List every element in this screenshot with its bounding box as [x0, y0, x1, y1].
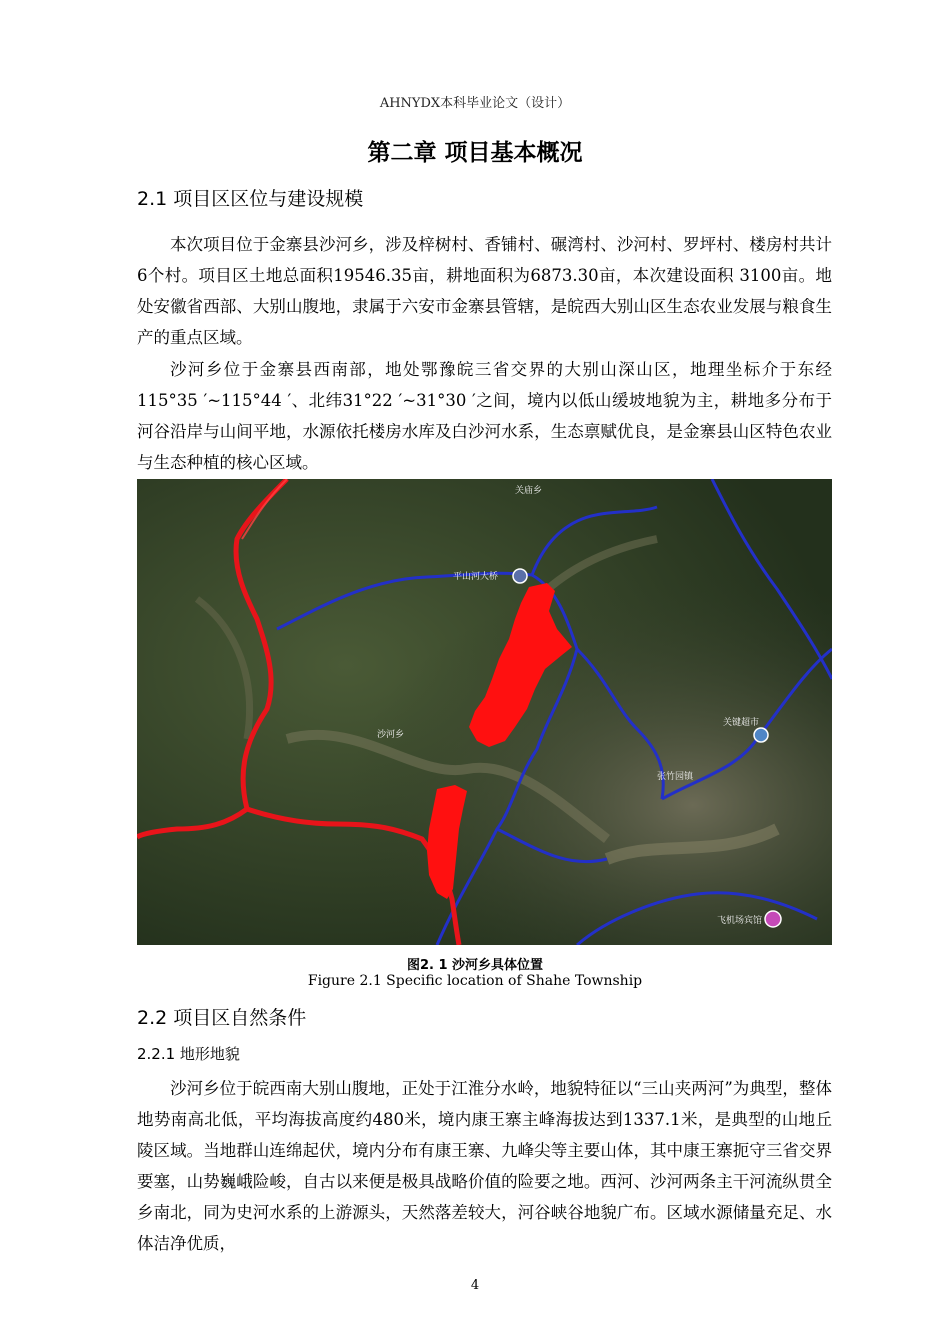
satellite-map-figure: [137, 479, 832, 945]
paragraph-terrain: 沙河乡位于皖西南大别山腹地，正处于江淮分水岭，地貌特征以“三山夹两河”为典型，整体地势南高北低，平均海拔高度约480米，境内康王寨主峰海拔达到1337.1米，是典型的山地丘陵区域。当地群山连绵起伏，境内分布有康王寨、九峰尖等主要山体，其中康王寨扼守三省交界要塞，山势巍峨险峻，自古以来便是极具战略价值的险要之地。西河、沙河两条主干河流纵贯全乡南北，同为史河水系的上游源头，天然落差较大，河谷峡谷地貌广布。区域水源储量充足、水体洁净优质，: [137, 1079, 832, 1253]
figure-caption-en: Figure 2.1 Specific location of Shahe Township: [307, 973, 643, 989]
map-label-bridge: 平山河大桥: [453, 572, 499, 582]
page-header: AHNYDX本科毕业论文（设计）: [379, 96, 571, 111]
satellite-map: [137, 479, 832, 945]
chapter-title: 第二章 项目基本概况: [367, 140, 583, 166]
map-label-southeast: 飞机场宾馆: [717, 916, 763, 926]
paragraph-geographic-position: 沙河乡位于金寨县西南部，地处鄂豫皖三省交界的大别山深山区，地理坐标介于东经115°35 ′~115°44 ′、北纬31°22 ′~31°30 ′之间，境内以低山缓坡地貌为主，耕地多分布于河谷沿岸与山间平地，水源依托楼房水库及白沙河水系，生态禀赋优良，是金寨县山区特色农业与生态种植的核心区域。: [137, 360, 832, 472]
supermarket-marker-icon: [754, 728, 768, 742]
section-heading-2-1: 2.1 项目区区位与建设规模: [137, 188, 364, 210]
subsection-heading-2-2-1: 2.2.1 地形地貌: [137, 1045, 240, 1063]
page-number: 4: [470, 1278, 480, 1293]
paragraph-location-scale: 本次项目位于金寨县沙河乡，涉及梓树村、香铺村、碾湾村、沙河村、罗坪村、楼房村共计6个村。项目区土地总面积19546.35亩，耕地面积为6873.30亩，本次建设面积 3100亩。地处安徽省西部、大别山腹地，隶属于六安市金寨县管辖，是皖西大别山区生态农业发展与粮食生产的重点区域。: [137, 235, 832, 347]
map-label-east1: 关键超市: [723, 718, 760, 728]
map-label-township: 沙河乡: [377, 730, 405, 740]
map-label-top: 关庙乡: [515, 486, 543, 496]
hotel-marker-icon: [765, 911, 781, 927]
map-label-east2: 张竹园镇: [657, 772, 694, 782]
section-heading-2-2: 2.2 项目区自然条件: [137, 1007, 307, 1029]
bridge-marker-icon: [513, 569, 527, 583]
figure-caption-cn: 图2. 1 沙河乡具体位置: [406, 958, 544, 973]
